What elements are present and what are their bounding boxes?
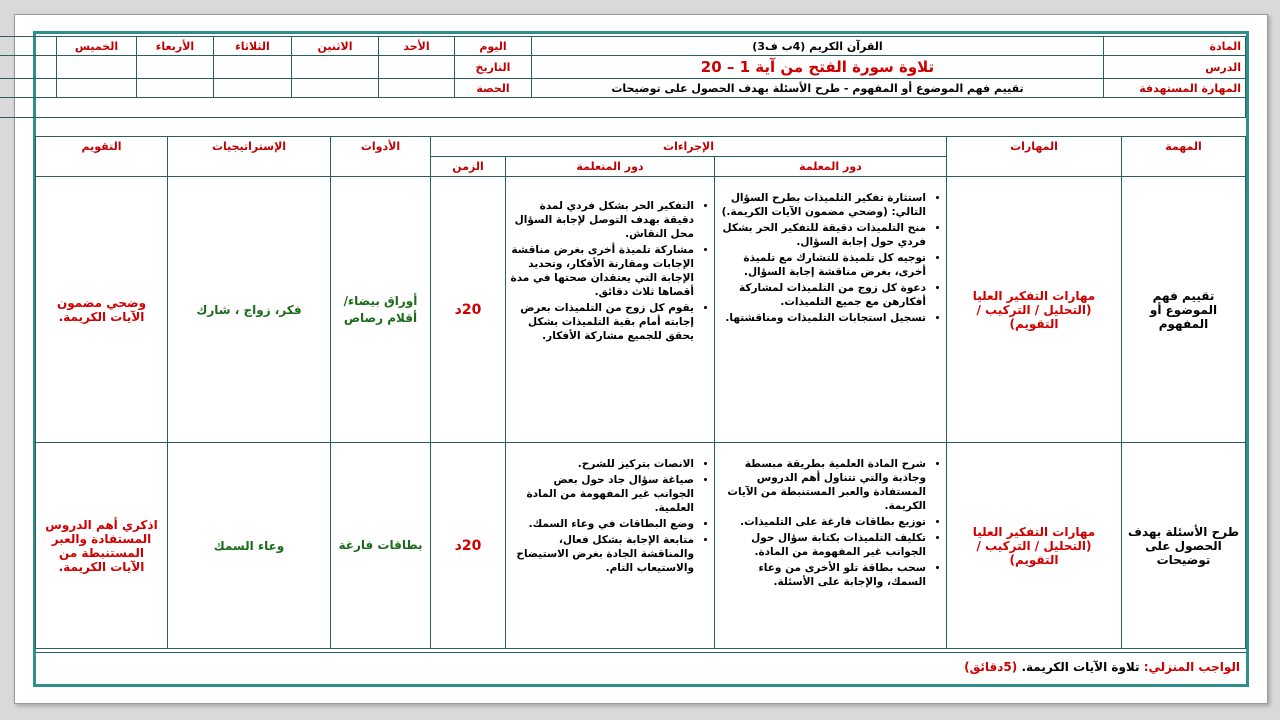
date-cell bbox=[137, 56, 214, 79]
list-item: • متابعة الإجابة بشكل فعال، والمناقشة الجادة بغرض الاستيضاح والاستيعاب التام. bbox=[510, 533, 694, 575]
main-table bbox=[36, 136, 1246, 649]
period-cell bbox=[214, 79, 292, 98]
teacher-role-cell bbox=[715, 443, 947, 649]
student-role-cell bbox=[506, 177, 715, 443]
date-cell bbox=[57, 56, 137, 79]
subject-label: المادة bbox=[1104, 37, 1246, 56]
list-item: • شرح المادة العلمية بطريقة مبسطة وجاذبة والتي تتناول أهم الدروس المستفادة والعبر المستنبطة من الآيات الكريمة. bbox=[719, 457, 926, 513]
col-procedures: الإجراءات bbox=[431, 137, 947, 157]
table-row bbox=[36, 443, 1246, 649]
col-assessment: التقويم bbox=[36, 137, 168, 177]
homework-label: الواجب المنزلي: bbox=[1143, 660, 1240, 674]
period-cell bbox=[292, 79, 379, 98]
time-cell: 20د bbox=[431, 443, 506, 649]
date-cell bbox=[214, 56, 292, 79]
day-sunday: الأحد bbox=[379, 37, 455, 56]
date-cell bbox=[379, 56, 455, 79]
list-item: • مشاركة تلميذة أخرى بغرض مناقشة الإجابات ومقارنة الأفكار، وتحديد الإجابة التي يعتقدان صحتها في مدة أقصاها ثلاث دقائق. bbox=[510, 243, 694, 299]
list-item: • وضع البطاقات في وعاء السمك. bbox=[510, 517, 694, 531]
lesson-plan-border bbox=[33, 31, 1249, 687]
period-cell bbox=[57, 79, 137, 98]
empty-cell bbox=[0, 79, 57, 98]
list-item: • سحب بطاقة تلو الأخرى من وعاء السمك، والإجابة على الأسئلة. bbox=[719, 561, 926, 589]
day-monday: الاثنين bbox=[292, 37, 379, 56]
skills-cell: مهارات التفكير العليا (التحليل / التركيب / التقويم) bbox=[947, 443, 1122, 649]
period-label: الحصة bbox=[455, 79, 532, 98]
list-item: • تكليف التلميذات بكتابة سؤال حول الجوانب غير المفهومة من المادة. bbox=[719, 531, 926, 559]
spacer-row bbox=[0, 98, 1246, 118]
lesson-value: تلاوة سورة الفتح من آية 1 – 20 bbox=[532, 56, 1104, 79]
col-teacher-role: دور المعلمة bbox=[715, 157, 947, 177]
subject-value: القرآن الكريم (4ب ف3) bbox=[532, 37, 1104, 56]
date-cell bbox=[292, 56, 379, 79]
skills-cell: مهارات التفكير العليا (التحليل / التركيب / التقويم) bbox=[947, 177, 1122, 443]
strategies-cell: فكر، زواج ، شارك bbox=[168, 177, 331, 443]
empty-cell bbox=[0, 56, 57, 79]
teacher-role-cell bbox=[715, 177, 947, 443]
assessment-cell: اذكري أهم الدروس المستفادة والعبر المستنبطة من الآيات الكريمة. bbox=[36, 443, 168, 649]
list-item: • منح التلميذات دقيقة للتفكير الحر بشكل فردي حول إجابة السؤال. bbox=[719, 221, 926, 249]
list-item: • يقوم كل زوج من التلميذات بعرض إجابته أمام بقية التلميذات بشكل يحقق للجميع مشاركة الأفكار. bbox=[510, 301, 694, 343]
time-cell: 20د bbox=[431, 177, 506, 443]
tools-cell: أوراق بيضاء/ أقلام رصاص bbox=[331, 177, 431, 443]
col-tools: الأدوات bbox=[331, 137, 431, 177]
empty-cell bbox=[0, 37, 57, 56]
task-cell: تقييم فهم الموضوع أو المفهوم bbox=[1122, 177, 1246, 443]
day-label: اليوم bbox=[455, 37, 532, 56]
lesson-label: الدرس bbox=[1104, 56, 1246, 79]
list-item: • توزيع بطاقات فارغة على التلميذات. bbox=[719, 515, 926, 529]
table-row bbox=[36, 177, 1246, 443]
homework-row bbox=[36, 652, 1246, 683]
period-cell bbox=[379, 79, 455, 98]
homework-time: (5دقائق) bbox=[964, 660, 1018, 674]
day-thursday: الخميس bbox=[57, 37, 137, 56]
col-task: المهمة bbox=[1122, 137, 1246, 177]
homework bbox=[964, 660, 1240, 674]
day-tuesday: الثلاثاء bbox=[214, 37, 292, 56]
skill-value: تقييم فهم الموضوع أو المفهوم - طرح الأسئلة بهدف الحصول على توضيحات bbox=[532, 79, 1104, 98]
list-item: • توجيه كل تلميذة للتشارك مع تلميذة أخرى، بغرض مناقشة إجابة السؤال. bbox=[719, 251, 926, 279]
homework-text: تلاوة الآيات الكريمة. bbox=[1021, 660, 1140, 674]
list-item: • الانصات بتركيز للشرح. bbox=[510, 457, 694, 471]
list-item: • تسجيل استجابات التلميذات ومناقشتها. bbox=[719, 311, 926, 325]
col-time: الزمن bbox=[431, 157, 506, 177]
col-skills: المهارات bbox=[947, 137, 1122, 177]
col-strategies: الإستراتيجيات bbox=[168, 137, 331, 177]
col-student-role: دور المتعلمة bbox=[506, 157, 715, 177]
day-wednesday: الأربعاء bbox=[137, 37, 214, 56]
date-label: التاريخ bbox=[455, 56, 532, 79]
student-role-cell bbox=[506, 443, 715, 649]
list-item: • صياغة سؤال جاد حول بعض الجوانب غير المفهومة من المادة العلمية. bbox=[510, 473, 694, 515]
task-cell: طرح الأسئلة بهدف الحصول على توضيحات bbox=[1122, 443, 1246, 649]
assessment-cell: وضحي مضمون الآيات الكريمة. bbox=[36, 177, 168, 443]
strategies-cell: وعاء السمك bbox=[168, 443, 331, 649]
list-item: • استثارة تفكير التلميذات بطرح السؤال التالي: (وضحي مضمون الآيات الكريمة.) bbox=[719, 191, 926, 219]
header-table bbox=[36, 36, 1246, 118]
list-item: • دعوة كل زوج من التلميذات لمشاركة أفكارهن مع جميع التلميذات. bbox=[719, 281, 926, 309]
list-item: • التفكير الحر بشكل فردي لمدة دقيقة بهدف التوصل لإجابة السؤال محل النقاش. bbox=[510, 199, 694, 241]
tools-cell: بطاقات فارغة bbox=[331, 443, 431, 649]
period-cell bbox=[137, 79, 214, 98]
skill-label: المهارة المستهدفة bbox=[1104, 79, 1246, 98]
page-frame bbox=[14, 14, 1268, 704]
